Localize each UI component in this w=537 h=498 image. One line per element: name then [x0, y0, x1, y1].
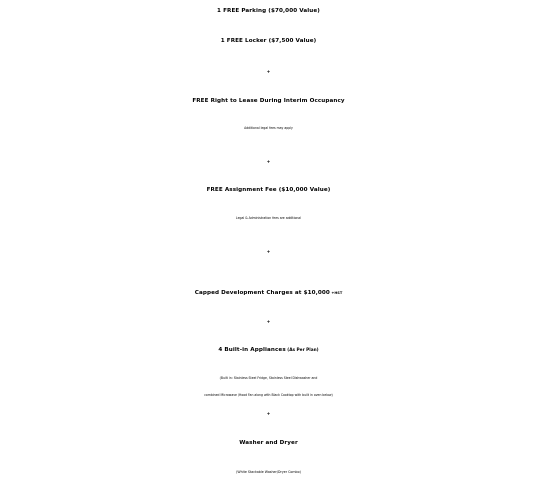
parking-offer: 1 FREE Parking ($70,000 Value) — [217, 8, 320, 14]
lease-offer-title: FREE Right to Lease During Interim Occupancy — [192, 98, 345, 104]
appliances-suffix: (As Per Plan) — [287, 348, 319, 353]
plus-separator: + — [266, 160, 271, 165]
dev-charges-suffix: +HST — [331, 291, 343, 295]
dev-charges-offer — [0, 290, 537, 296]
lease-offer-note: Additional legal fees may apply — [244, 126, 293, 130]
appliances-note-line1: (Built in: Stainless Steel Fridge, Stainless Steel Dishwasher and — [219, 376, 318, 380]
plus-separator: + — [266, 320, 271, 325]
assignment-offer-title: FREE Assignment Fee ($10,000 Value) — [206, 187, 331, 193]
washer-offer-title: Washer and Dryer — [239, 440, 298, 446]
assignment-offer-note: Legal & Administration fees are additional — [235, 216, 302, 220]
plus-separator: + — [266, 70, 271, 75]
appliances-offer — [0, 347, 537, 353]
washer-offer-note: (White Stackable Washer/Dryer Combo) — [236, 470, 301, 474]
appliances-note-line2: combined Microwave /Hood Fan along with Black Cooktop with built in oven below) — [204, 393, 333, 397]
dev-charges-title: Capped Development Charges at $10,000 — [194, 290, 330, 296]
locker-offer: 1 FREE Locker ($7,500 Value) — [220, 38, 317, 44]
plus-separator: + — [266, 250, 271, 255]
plus-separator: + — [266, 412, 271, 417]
appliances-title: 4 Built-in Appliances — [218, 347, 286, 353]
